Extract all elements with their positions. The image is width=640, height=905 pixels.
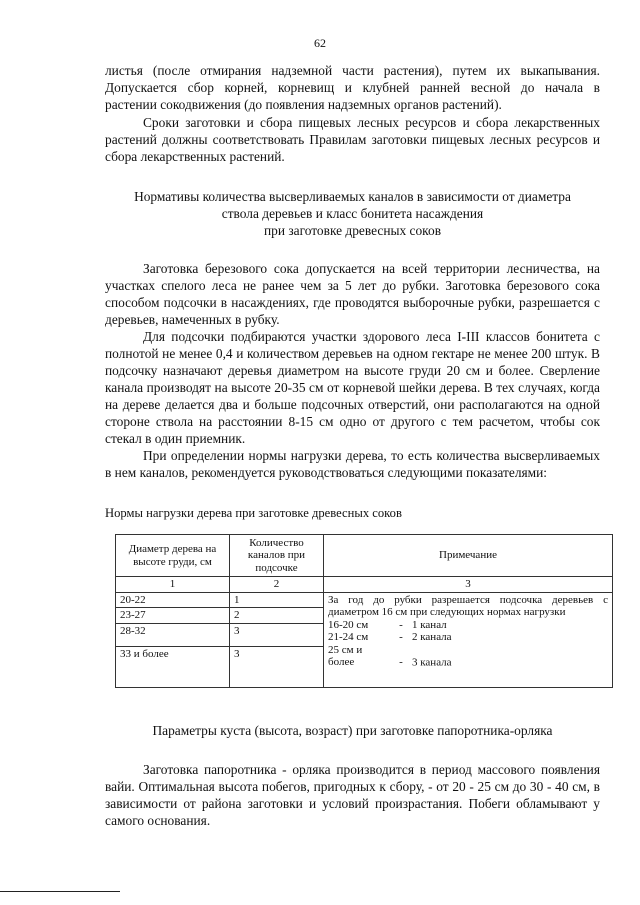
note-load-row (328, 619, 608, 632)
channels-cell: 3 (230, 623, 324, 646)
intro-paragraph (105, 62, 600, 113)
load-dash: - (399, 618, 403, 631)
load-range: 16-20 см (328, 618, 369, 631)
header-channels: Количество каналов при подсочке (230, 535, 324, 577)
table-header-row (116, 535, 613, 577)
column-number: 2 (230, 577, 324, 593)
timing-paragraph: Сроки заготовки и сбора пищевых лесных ресурсов и сбора лекарственных растений должны соответствовать Правилам заготовки пищевых лесных ресурсов и сбора лекарственных растений. (105, 115, 600, 164)
heading-line: при заготовке древесных соков (263, 223, 442, 238)
channels-cell: 2 (230, 608, 324, 624)
intro-line: растении сокодвижения (до появления надземных органов растений). (105, 97, 502, 112)
load-channels: 3 канала (412, 656, 452, 668)
tree-load-table (115, 534, 613, 688)
note-cell (324, 592, 613, 687)
diameter-cell: 23-27 (116, 608, 230, 624)
heading-line: ствола деревьев и класс бонитета насаждения (221, 206, 484, 221)
note-load-row (328, 644, 608, 669)
tapping-paragraph: Для подсочки подбираются участки здорового леса I-III классов бонитета с полнотой не менее 0,4 и количеством деревьев на одном гектаре не менее 200 штук. В подсочку назначают деревья диаметром на высоте груди 20 см и более. Сверление канала производят на высоте 20-35 см от корневой шейки дерева. В тех случаях, когда на дереве делается два и больше подсочных отверстий, они располагаются на одной стороне ствола на расстоянии 8-15 см одно от другого с тем расчетом, чтобы сок стекал в один приемник. (105, 329, 600, 446)
section-heading-fern: Параметры куста (высота, возраст) при заготовке папоротника-орляка (152, 722, 553, 738)
load-dash: - (399, 656, 403, 668)
load-range: 21-24 см (328, 631, 369, 643)
note-text: За год до рубки разрешается подсочка деревьев с диаметром 16 см при следующих нормах нагрузки (328, 593, 608, 618)
fern-paragraph: Заготовка папоротника - орляка производится в период массового появления вайи. Оптимальная высота побегов, пригодных к сбору, - от 20 - 25 см до 30 - 40 см, в зависимости от района заготовки и условий произрастания. Побеги обламывают у самого основания. (105, 761, 600, 828)
footnote-rule (0, 891, 120, 892)
header-diameter: Диаметр дерева на высоте груди, см (116, 535, 230, 577)
diameter-cell: 20-22 (116, 592, 230, 608)
load-range: 25 см и более (328, 643, 363, 668)
intro-line: листья (после отмирания надземной части растения), путем их выкапывания. (105, 63, 600, 78)
channels-cell: 1 (230, 592, 324, 608)
note-load-row (328, 631, 608, 644)
table-column-number-row (116, 577, 613, 593)
diameter-cell: 28-32 (116, 623, 230, 646)
channels-cell: 3 (230, 646, 324, 687)
column-number: 1 (116, 577, 230, 593)
diameter-cell: 33 и более (116, 646, 230, 687)
load-channels: 2 канала (412, 631, 452, 643)
header-note: Примечание (324, 535, 613, 577)
load-channels: 1 канал (412, 618, 447, 631)
table-row (116, 592, 613, 608)
page-content (105, 62, 608, 829)
intro-line: Допускается сбор корней, корневищ и клубней ранней весной до начала в (105, 80, 600, 95)
section-heading-tapping-norms (105, 188, 600, 239)
load-dash: - (399, 631, 403, 643)
heading-line: Нормативы количества высверливаемых каналов в зависимости от диаметра (134, 189, 571, 204)
page-number: 62 (314, 36, 326, 50)
table-caption: Нормы нагрузки дерева при заготовке древесных соков (105, 506, 402, 520)
column-number: 3 (324, 577, 613, 593)
birch-sap-paragraph: Заготовка березового сока допускается на всей территории лесничества, на участках спелого леса не ранее чем за 5 лет до рубки. Заготовка березового сока способом подсочки в насаждениях, где проводятся выборочные рубки, разрешается с деревьев, намеченных в рубку. (105, 261, 600, 327)
load-paragraph: При определении нормы нагрузки дерева, то есть количества высверливаемых в нем каналов, рекомендуется руководствоваться следующими показателями: (105, 448, 600, 480)
